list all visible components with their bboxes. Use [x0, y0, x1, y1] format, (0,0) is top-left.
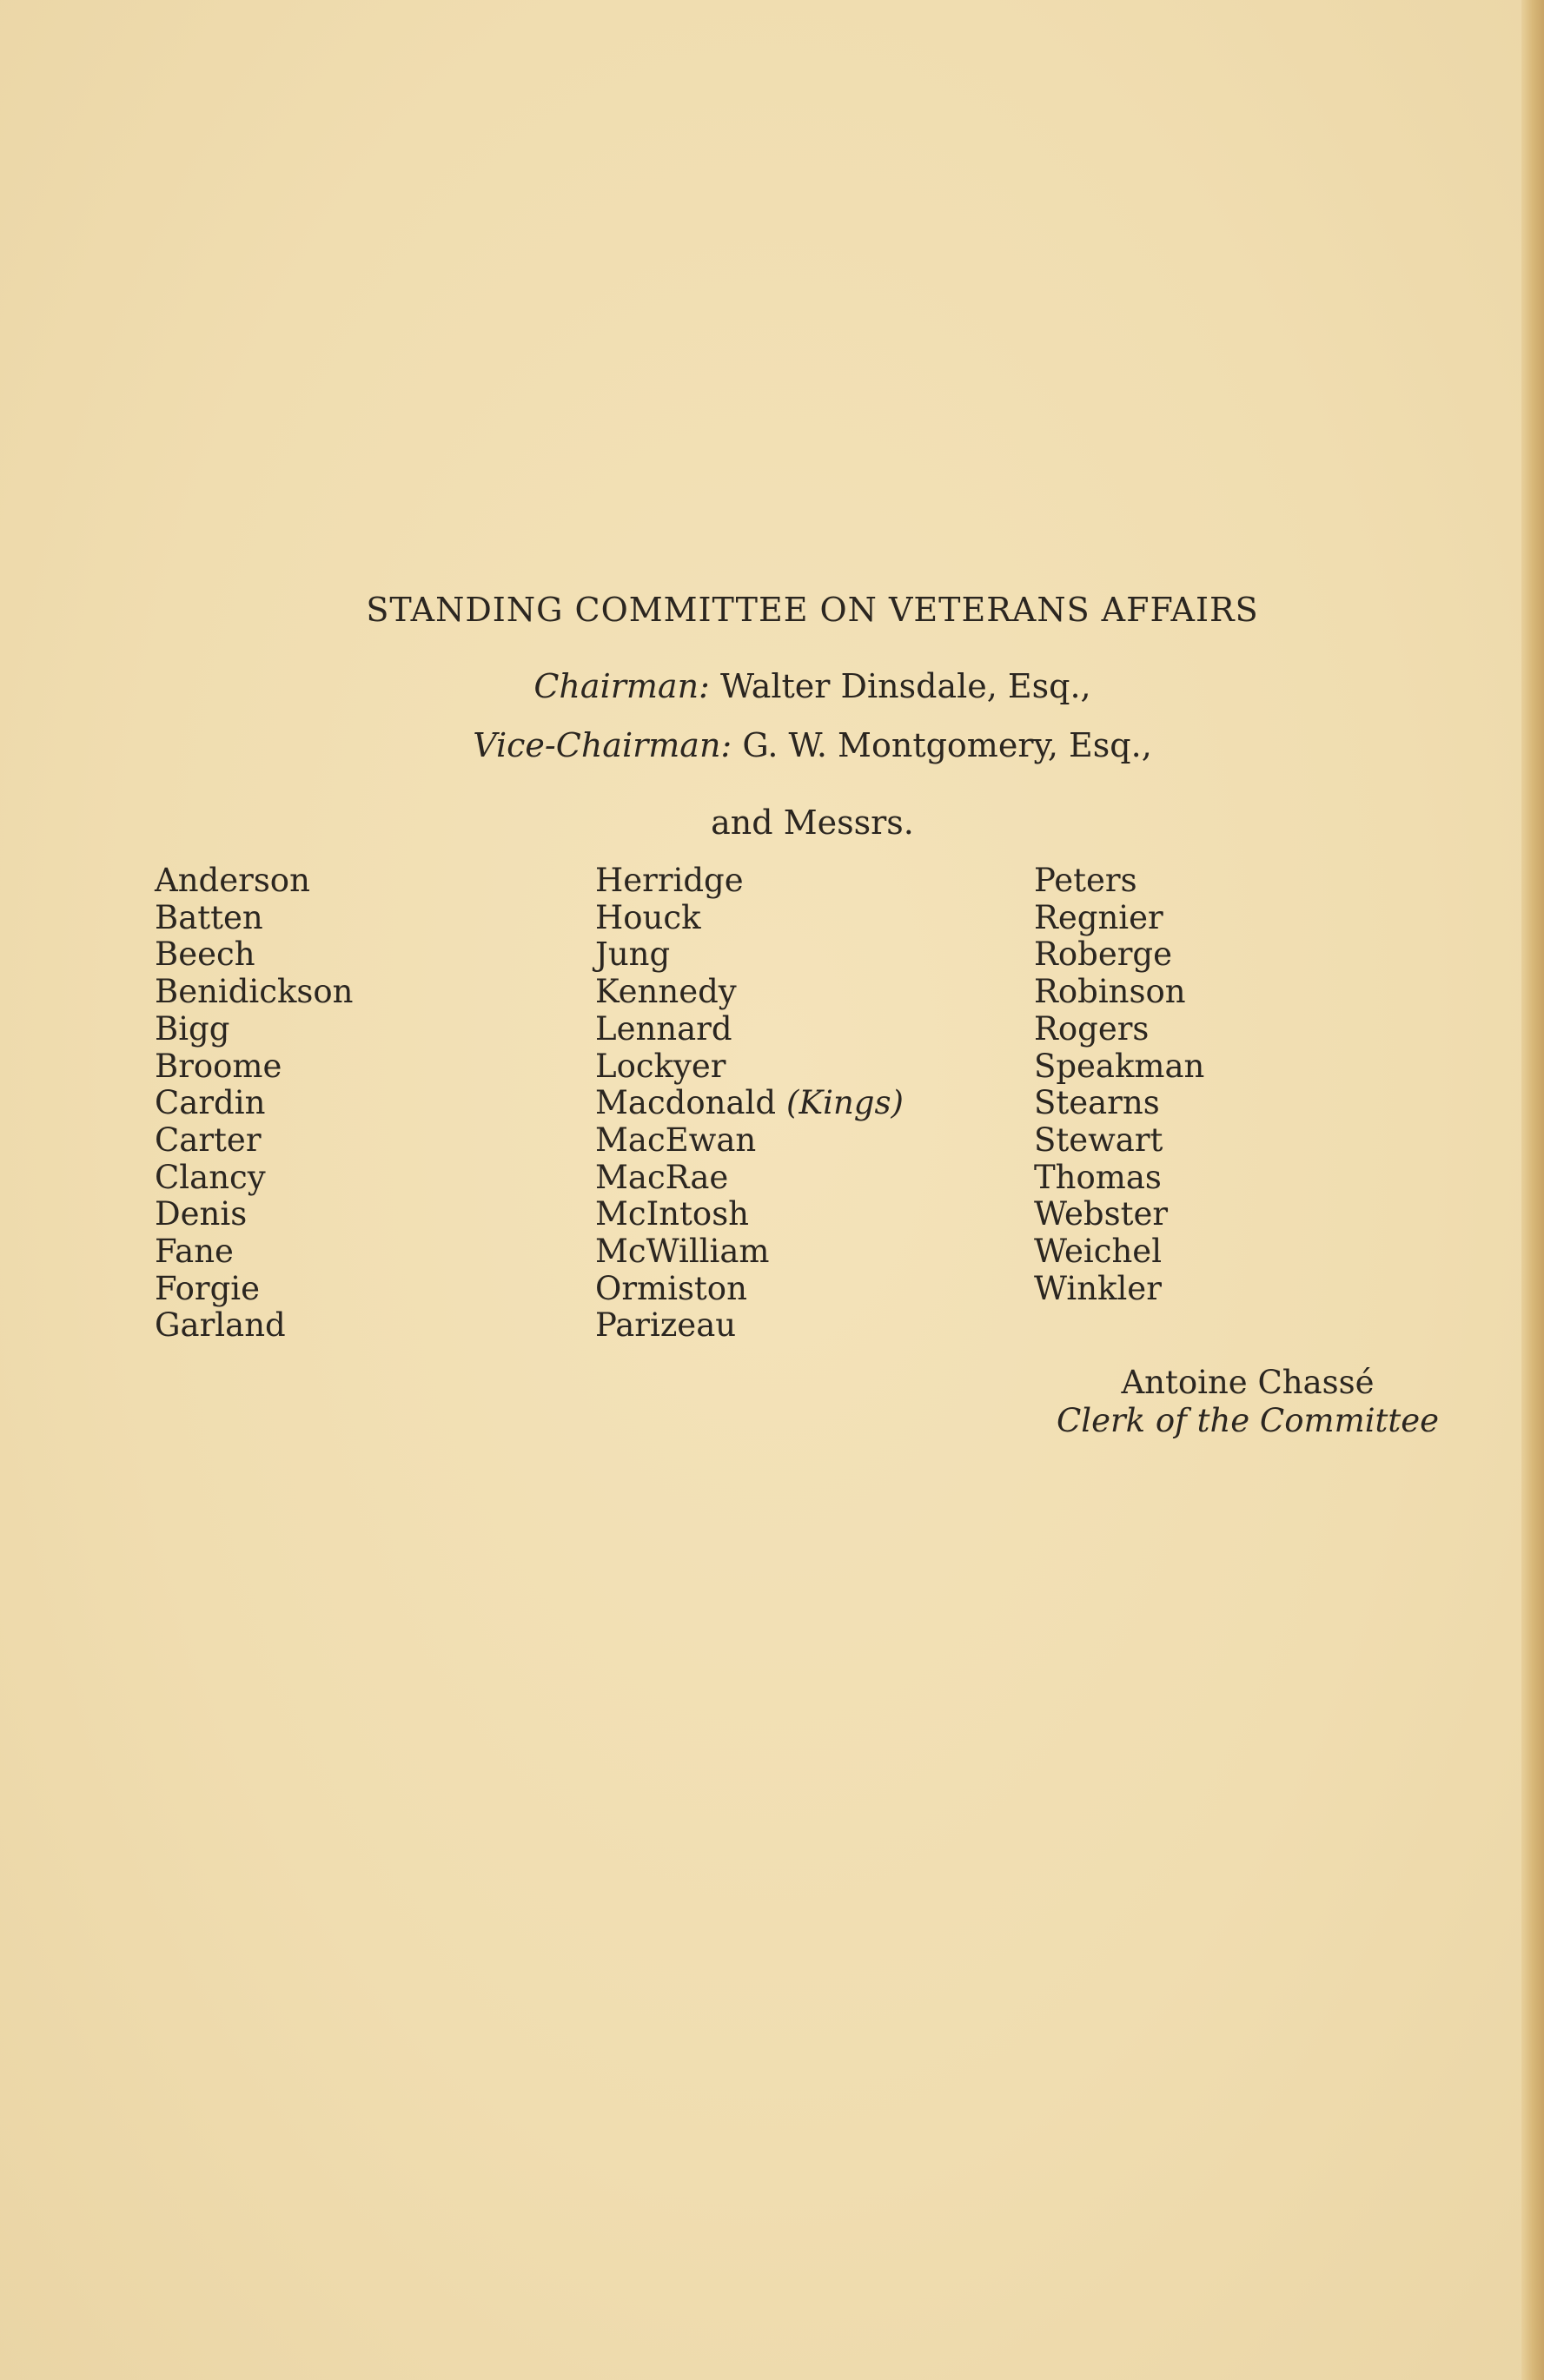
member-name: Parizeau — [595, 1306, 737, 1345]
clerk-title: Clerk of the Committee — [1056, 1402, 1440, 1439]
member-name: Ormiston — [595, 1269, 747, 1307]
member-name: Stearns — [1034, 1084, 1160, 1122]
and-messrs: and Messrs. — [711, 803, 914, 842]
member-name: Lennard — [595, 1009, 732, 1048]
member-name: Benidickson — [155, 973, 354, 1011]
committee-heading: STANDING COMMITTEE ON VETERANS AFFAIRS — [366, 591, 1259, 629]
member-name: McIntosh — [595, 1195, 750, 1233]
chairman-role: Chairman: — [533, 667, 710, 705]
vice-chairman-role: Vice-Chairman: — [473, 726, 732, 764]
members-column-1 — [155, 863, 354, 1345]
member-name: Macdonald — [595, 1084, 777, 1122]
member-name: Winkler — [1034, 1269, 1162, 1307]
members-column-3 — [1034, 863, 1204, 1307]
chairman-line — [0, 667, 1544, 705]
member-name: Lockyer — [595, 1047, 726, 1085]
member-name: Houck — [595, 898, 701, 936]
member-name: McWilliam — [595, 1233, 770, 1271]
member-name: Thomas — [1034, 1158, 1162, 1196]
member-suffix: (Kings) — [786, 1084, 904, 1122]
member-name: Weichel — [1034, 1233, 1163, 1271]
member-name: Bigg — [155, 1009, 230, 1048]
member-name: Broome — [155, 1047, 282, 1085]
member-name: MacEwan — [595, 1121, 757, 1159]
member-name: Cardin — [155, 1084, 266, 1122]
member-name: Garland — [155, 1306, 286, 1345]
member-name: Anderson — [155, 862, 310, 899]
member-name: Roberge — [1034, 935, 1172, 974]
clerk-signature-block — [1047, 1364, 1448, 1440]
member-name: Rogers — [1034, 1009, 1150, 1048]
member-name-with-suffix — [595, 1085, 904, 1122]
vice-chairman-name: G. W. Montgomery, Esq., — [742, 726, 1152, 764]
member-name: Fane — [155, 1233, 234, 1271]
member-name: Jung — [595, 935, 671, 974]
member-name: Beech — [155, 935, 255, 974]
member-name: MacRae — [595, 1158, 729, 1196]
members-column-2 — [595, 863, 904, 1345]
clerk-name: Antoine Chassé — [1121, 1364, 1375, 1401]
member-name: Speakman — [1034, 1047, 1205, 1085]
member-name: Carter — [155, 1121, 262, 1159]
member-name: Peters — [1034, 862, 1137, 899]
member-name: Denis — [155, 1195, 248, 1233]
chairman-name: Walter Dinsdale, Esq., — [719, 667, 1091, 705]
member-name: Webster — [1034, 1195, 1169, 1233]
member-name: Stewart — [1034, 1121, 1163, 1159]
member-name: Robinson — [1034, 973, 1186, 1011]
member-name: Forgie — [155, 1269, 261, 1307]
member-name: Kennedy — [595, 973, 737, 1011]
member-name: Regnier — [1034, 898, 1163, 936]
page-edge — [1521, 0, 1544, 2380]
member-name: Batten — [155, 898, 263, 936]
member-name: Clancy — [155, 1158, 266, 1196]
member-name: Herridge — [595, 862, 744, 899]
vice-chairman-line — [0, 726, 1544, 764]
